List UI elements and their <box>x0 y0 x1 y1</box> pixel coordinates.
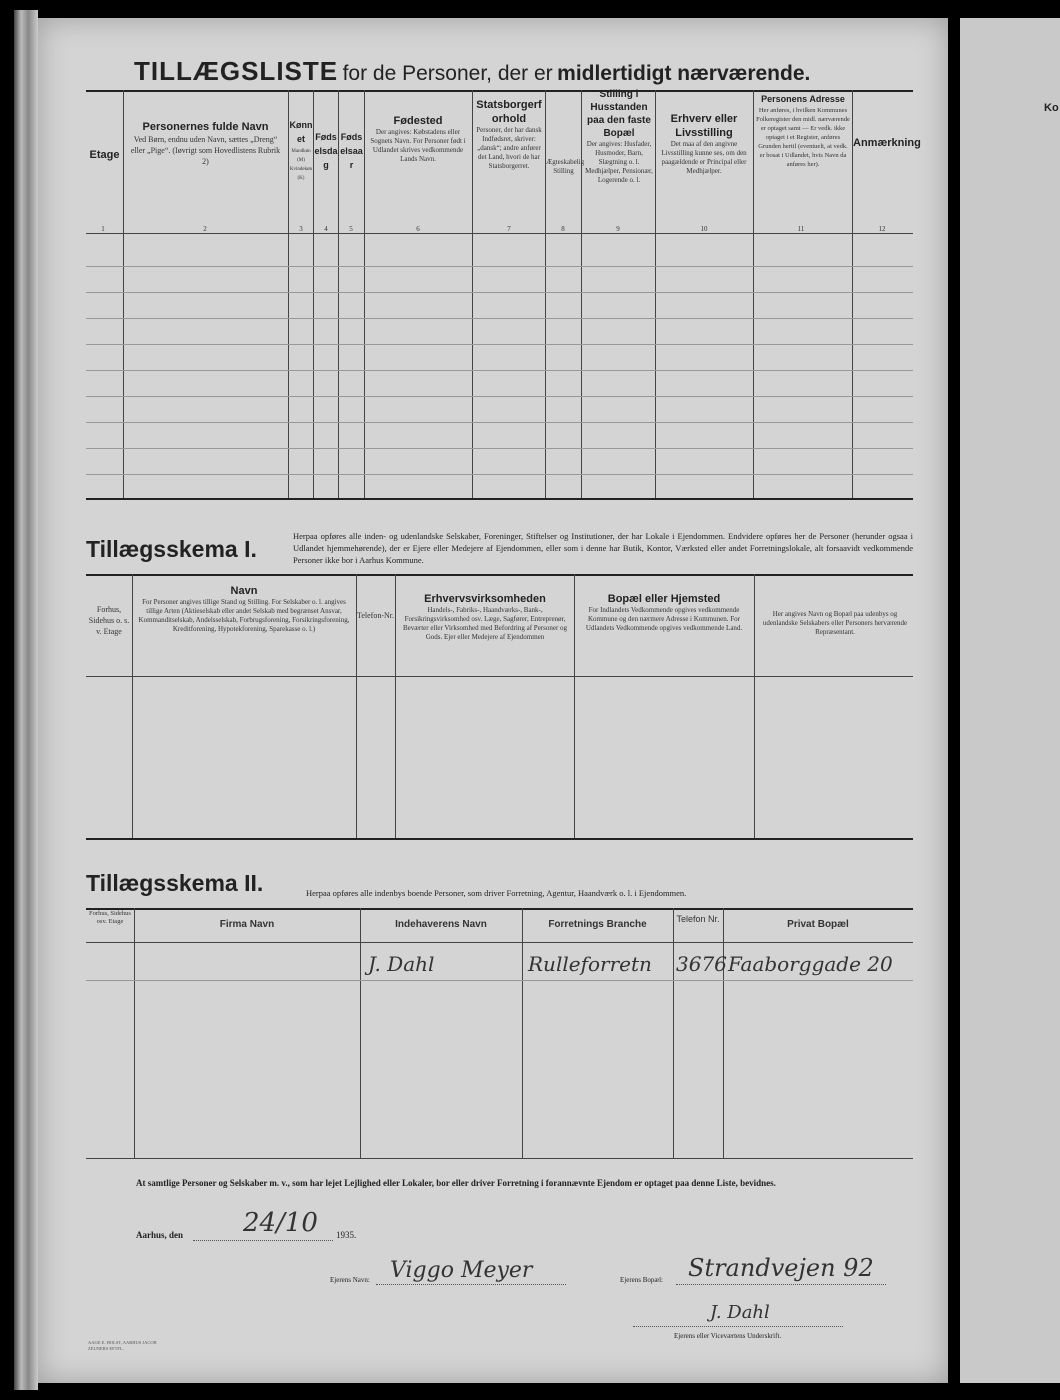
next-page-edge <box>960 18 1060 1383</box>
entry-branch: Rulleforretn <box>528 952 652 976</box>
col-aegteskab: Ægteskabelig Stilling <box>546 158 585 175</box>
next-page-fragment: Ko <box>1044 102 1059 114</box>
col-kon: Kønnet Mandkøn (M) Kvindekøn (K) <box>289 120 313 181</box>
s1-col-repraesentant: Her angives Navn og Bopæl paa udenbys og udenlandske Selskabers eller Personers herværende Repræsentant. <box>762 610 908 636</box>
entry-address: Faaborggade 20 <box>728 952 893 976</box>
footer-date: 24/10 <box>243 1208 318 1238</box>
printer-imprint: AAGE E. HOLST, AARHUS JACOB ZEUNERS EFTFL. <box>88 1340 157 1351</box>
col-navn: Personernes fulde Navn Ved Børn, endnu uden Navn, sættes „Dreng“ eller „Pige“. (Iøvrigt som Hovedlistens Rubrik 2) <box>130 121 281 166</box>
title-bold: TILLÆGSLISTE <box>134 56 339 86</box>
skema1-intro: Herpaa opføres alle inden- og udenlandske Selskaber, Foreninger, Stiftelser og Institutioner, der har Lokale i Ejendommen. Endvidere opføres her de Personer (herunder ogsaa i Udlandet hjemmehørende), der er Ejere eller Medejere af Ejendommen, eller som i denne har Butik, Kontor, Værksted eller andet Forretningslokale, alt forsaavidt vedkommende Personer ikke bor i Aarhus Kommune. <box>293 531 913 565</box>
col-adresse: Personens Adresse Her anføres, i hvilken Kommunes Folkeregister den midl. nærværende er optaget samt — Er vedk. ikke optaget i et Register, anføres Grunden hertil (eventuelt, at vedk. er bosat i Udlandet, hvis Navn da anføres her). <box>756 94 850 168</box>
owner-name: Viggo Meyer <box>390 1258 533 1283</box>
footer-place: Aarhus, den <box>136 1230 184 1240</box>
entry-owner: J. Dahl <box>368 952 435 976</box>
s2-col-branche: Forretnings Branche <box>548 919 647 930</box>
s1-col-navn: Navn For Personer angives tillige Stand og Stilling. For Selskaber o. l. angives tillige Arten (Aktieselskab eller andet Selskab med begrænset Ansvar, Kommanditselskab, Andelsselskab, Forbrugsforening, Forsikringsforening, Kreditforening, Hypotekforening, Sparekasse o. l.) <box>138 585 350 633</box>
s2-col-telefon: Telefon Nr. <box>676 914 720 924</box>
s1-col-etage: Forhus, Sidehus o. s. v. Etage <box>88 605 130 636</box>
col-stilling: Stilling i Husstanden paa den faste Bopæl Der angives: Husfader, Husmoder, Barn, Slægtning o. l. Medhjælper, Pensionær, Logerende o. l. <box>585 89 653 184</box>
owner-label: Ejerens Navn: <box>330 1276 370 1284</box>
s2-col-indehaver: Indehaverens Navn <box>395 919 487 930</box>
book-spine <box>14 10 38 1390</box>
col-erhverv: Erhverv eller Livsstilling Det maa af den angivne Livsstilling kunne ses, om den paagældende er Principal eller Medhjælper. <box>661 113 747 175</box>
signature-label: Ejerens eller Viceværtens Underskrift. <box>674 1332 782 1340</box>
main-title <box>134 56 810 87</box>
skema1-title: Tillægsskema I. <box>86 536 257 562</box>
form-page: TILLÆGSLISTE for de Personer, der er midlertidigt nærværende. Etage Personernes fulde Navn Ved Børn, endnu uden Navn, sættes „Dreng“ eller „Pige“. (Iøvrigt som Hovedlistens Rubrik 2) Kønnet Mandkøn (M) Kvindekøn (K) Fødselsdag Fødselsaar Fødested Der angives: Købstadens eller Sognets Navn. For Personer født i Udlandet skrives vedkommende Lands Navn. Statsborgerforhold Personer, der har dansk Indfødsret, skriver: „dansk“; andre anfører det Land, hvori de har Statsborgerret. Ægteskabelig Stilling Stilling i Husstanden paa den faste Bopæl Der angives: Husfader, Husmoder, Barn, Slægtning o. l. Medhjælper, Pensionær, Logerende o. l. Erhverv eller Livsstilling Det maa af den angivne Livsstilling kunne ses, om den paagældende er Principal eller Medhjælper. Personens Adresse Her anføres, i hvilken Kommunes Folkeregister den midl. nærværende er optaget samt — Er vedk. ikke optaget i et Register, anføres Grunden hertil (eventuelt, at vedk. er bosat i Udlandet, hvis Navn da anføres her). Anmærkning 1 2 3 4 5 6 7 8 9 10 11 12 Tillægsskema I. Herpaa opføres alle inden- og udenlandske Selskaber, Foreninger, Stiftelser og Institutioner, der har Lokale i Ejendommen. Endvidere opføres her de Personer (herunder ogsaa i Udlandet hjemmehørende), der er Ejere eller Medejere af Ejendommen, eller som i denne har Butik, Kontor, Værksted eller andet Forretningslokale, alt forsaavidt vedkommende Personer ikke bor i Aarhus Kommune. Forhus, Sidehus o. s. v. Etage Navn For Personer angives tillige Stand og Stilling. For Selskaber o. l. angives tillige Arten (Aktieselskab eller andet Selskab med begrænset Ansvar, Kommanditselskab, Andelsselskab, Forbrugsforening, Forsikringsforening, Kreditforening, Hypotekforening, Sparekasse o. l.) Telefon-Nr. Erhvervsvirksomheden Handels-, Fabriks-, Haandværks-, Bank-, Forsikringsvirksomhed osv. Læge, Sagfører, Entreprenør, Beværter eller Virksomhed med Befordring af Personer og Gods. Ejer eller Medejere af Ejendommen Bopæl eller Hjemsted For Indlandets Vedkommende opgives vedkommende Kommune og den nærmere Adresse i Kommunen. For Udlandets Vedkommende opgives vedkommende Land. Her angives Navn og Bopæl paa udenbys og udenlandske Selskabers eller Personers herværende Repræsentant. Tillægsskema II. Herpaa opføres alle indenbys boende Personer, som driver Forretning, Agentur, Haandværk o. l. i Ejendommen. Forhus, Sidehus osv. Etage Firma Navn Indehaverens Navn Forretnings Branche Telefon Nr. Privat Bopæl J. Dahl Rulleforretn 3676 Faaborggade 20 At samtlige Personer og Selskaber m. v., som har lejet Lejlighed eller Lokaler, bor eller driver Forretning i forannævnte Ejendom er optaget paa denne Liste, bevidnes. Aarhus, den 24/10 1935. Ejerens Navn: Viggo Meyer Ejerens Bopæl: Strandvejen 92 J. Dahl Ejerens eller Viceværtens Underskrift. AAGE E. HOLST, AARHUS JACOB ZEUNERS EFTFL. <box>38 18 948 1383</box>
footer-year: 1935. <box>336 1230 357 1240</box>
s1-col-bopael: Bopæl eller Hjemsted For Indlandets Vedkommende opgives vedkommende Kommune og den nærmere Adresse i Kommunen. For Udlandets Vedkommende opgives vedkommende Land. <box>585 593 743 632</box>
owner-address: Strandvejen 92 <box>688 1254 874 1282</box>
title-emph: midlertidigt nærværende. <box>557 62 811 85</box>
address-label: Ejerens Bopæl: <box>620 1276 663 1284</box>
skema2-title: Tillægsskema II. <box>86 870 264 896</box>
s2-col-etage: Forhus, Sidehus osv. Etage <box>89 910 131 925</box>
col-statsborger: Statsborgerforhold Personer, der har dansk Indfødsret, skriver: „dansk“; andre anfører det Land, hvori de har Statsborgerret. <box>476 99 542 170</box>
title-rest: for de Personer, der er <box>342 62 553 85</box>
skema2-intro: Herpaa opføres alle indenbys boende Personer, som driver Forretning, Agentur, Haandværk o. l. i Ejendommen. <box>306 888 687 898</box>
col-fodested: Fødested Der angives: Købstadens eller Sognets Navn. For Personer født i Udlandet skrives vedkommende Lands Navn. <box>370 115 466 163</box>
col-etage: Etage <box>89 149 120 161</box>
col-fodselsaar: Fødselsaar <box>340 132 363 170</box>
s2-col-firma: Firma Navn <box>219 919 275 930</box>
col-fodselsdag: Fødselsdag <box>314 132 338 170</box>
s1-col-erhverv: Erhvervsvirksomheden Handels-, Fabriks-, Haandværks-, Bank-, Forsikringsvirksomhed osv. Læge, Sagfører, Entreprenør, Beværter eller Virksomhed med Befordring af Personer og Gods. Ejer eller Medejere af Ejendommen <box>402 593 568 641</box>
s1-col-telefon: Telefon-Nr. <box>357 611 394 620</box>
entry-phone: 3676 <box>676 952 727 976</box>
s2-col-bopael: Privat Bopæl <box>787 919 849 930</box>
signature: J. Dahl <box>710 1302 770 1323</box>
footer-statement: At samtlige Personer og Selskaber m. v., som har lejet Lejlighed eller Lokaler, bor eller driver Forretning i forannævnte Ejendom er optaget paa denne Liste, bevidnes. <box>136 1178 776 1188</box>
col-anmaerkning: Anmærkning <box>853 137 921 149</box>
